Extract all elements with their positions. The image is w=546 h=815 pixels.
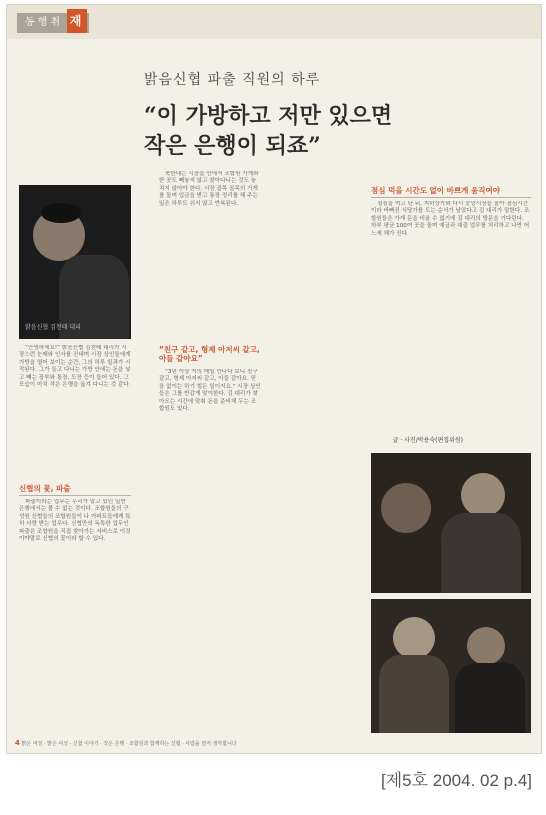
intro-paragraph: “안녕하세요!” 밝음신협 김천태 대리가 시장스런 눈매와 인사를 건네며 시장 상인들에게 가방을 열어 보이는 순간, 그의 하루 일과가 시작된다. 그가 들고 다니는 가방 안에는 돈을 넣고 빼는 장부와 통장, 도장 등이 들어 있다. 그 모습이 마치 작은 은행을 옮겨 다니는 것 같다. — [19, 345, 131, 389]
column-1-subhead: 신협의 꽃, 파출 — [19, 484, 71, 493]
source-citation: [제5호 2004. 02 p.4] — [381, 771, 532, 790]
headline-line-1: “이 가방하고 저만 있으면 — [144, 103, 393, 129]
body-paragraph: “3년 이상 거의 매일 만나다 보니 친구 같고, 형제 아저씨 같고, 아들 같아요. 믿음 없이는 하기 힘든 일이지요.” 시장 상인들은 그를 반갑게 맞이한다. 김 대리가 찾아오는 시간에 맞춰 돈을 준비해 두는 조합원도 있다. — [159, 369, 261, 413]
divider — [371, 197, 531, 198]
page-number: 4 — [15, 739, 20, 747]
column-2-subhead: “친구 같고, 형제 아저씨 같고, 아들 같아요” — [159, 345, 260, 363]
section-accent: 재 — [67, 9, 87, 33]
headline-line-2: 작은 은행이 되죠” — [144, 133, 321, 159]
footer-text: 밝은 여성 · 밝은 여성 · 신협 이야기 · 작은 은행 · 조합원과 함께하는 신협 · 사람을 먼저 생각합니다 — [21, 741, 237, 747]
column-1-intro — [19, 345, 131, 459]
body-paragraph: 북한대는 시장을 안에서 조합원 가게와 한 곳도 빼놓지 않고 찾아다니는 것도 놓치지 않아야 한다. 시장 골목 골목의 가게를 돌며 입금을 받고 통장 정리를 해 주는 일은 하루도 쉬지 않고 반복된다. — [159, 171, 259, 207]
author-credit: 글 · 사진/박용숙(편집위원) — [392, 437, 463, 444]
magazine-page — [6, 4, 542, 754]
column-2-body-a — [159, 171, 261, 339]
page-footer — [15, 739, 533, 747]
column-3-body — [371, 201, 531, 429]
body-paragraph: 점심을 먹고 난 뒤, 지하상가와 다시 중앙시장을 돌아 점심시간이라 바빠진 식당가를 도는 순서가 남았다고 김 대리가 말한다. 조합원들은 가게 문을 비울 수 없기에 김 대리의 방문을 기다린다. 하루 평균 100여 곳을 돌며 예금과 대출 업무를 처리하고 나면 어느새 해가 진다. — [371, 201, 530, 237]
portrait-photo — [19, 185, 131, 339]
article-headline — [144, 101, 474, 161]
section-tab — [17, 13, 89, 33]
market-photo-1 — [371, 453, 531, 593]
photo-caption: 밝음신협 김천태 대리 — [25, 324, 81, 331]
article-subtitle: 밝음신협 파출 직원의 하루 — [144, 72, 321, 88]
body-paragraph: 파출이라는 업무는 우리가 알고 있던 일반 은행에서는 볼 수 없는 것이다. 조합원들의 구성원 신협들의 조합원들이 나 아파트들에게 특히 사랑 받는 업무다. 신협만의 독특한 업무인 파출은 조합원을 직접 찾아가는 서비스로 이것이야말로 신협의 꽃이라 할 수 있다. — [19, 499, 131, 543]
column-3-subhead: 점심 먹을 시간도 없이 바쁘게 움직여야 — [371, 186, 500, 195]
section-label: 동행취 — [25, 17, 63, 28]
market-photo-2 — [371, 599, 531, 733]
column-2-body-b — [159, 369, 261, 731]
column-1-body — [19, 499, 131, 731]
divider — [19, 495, 131, 496]
